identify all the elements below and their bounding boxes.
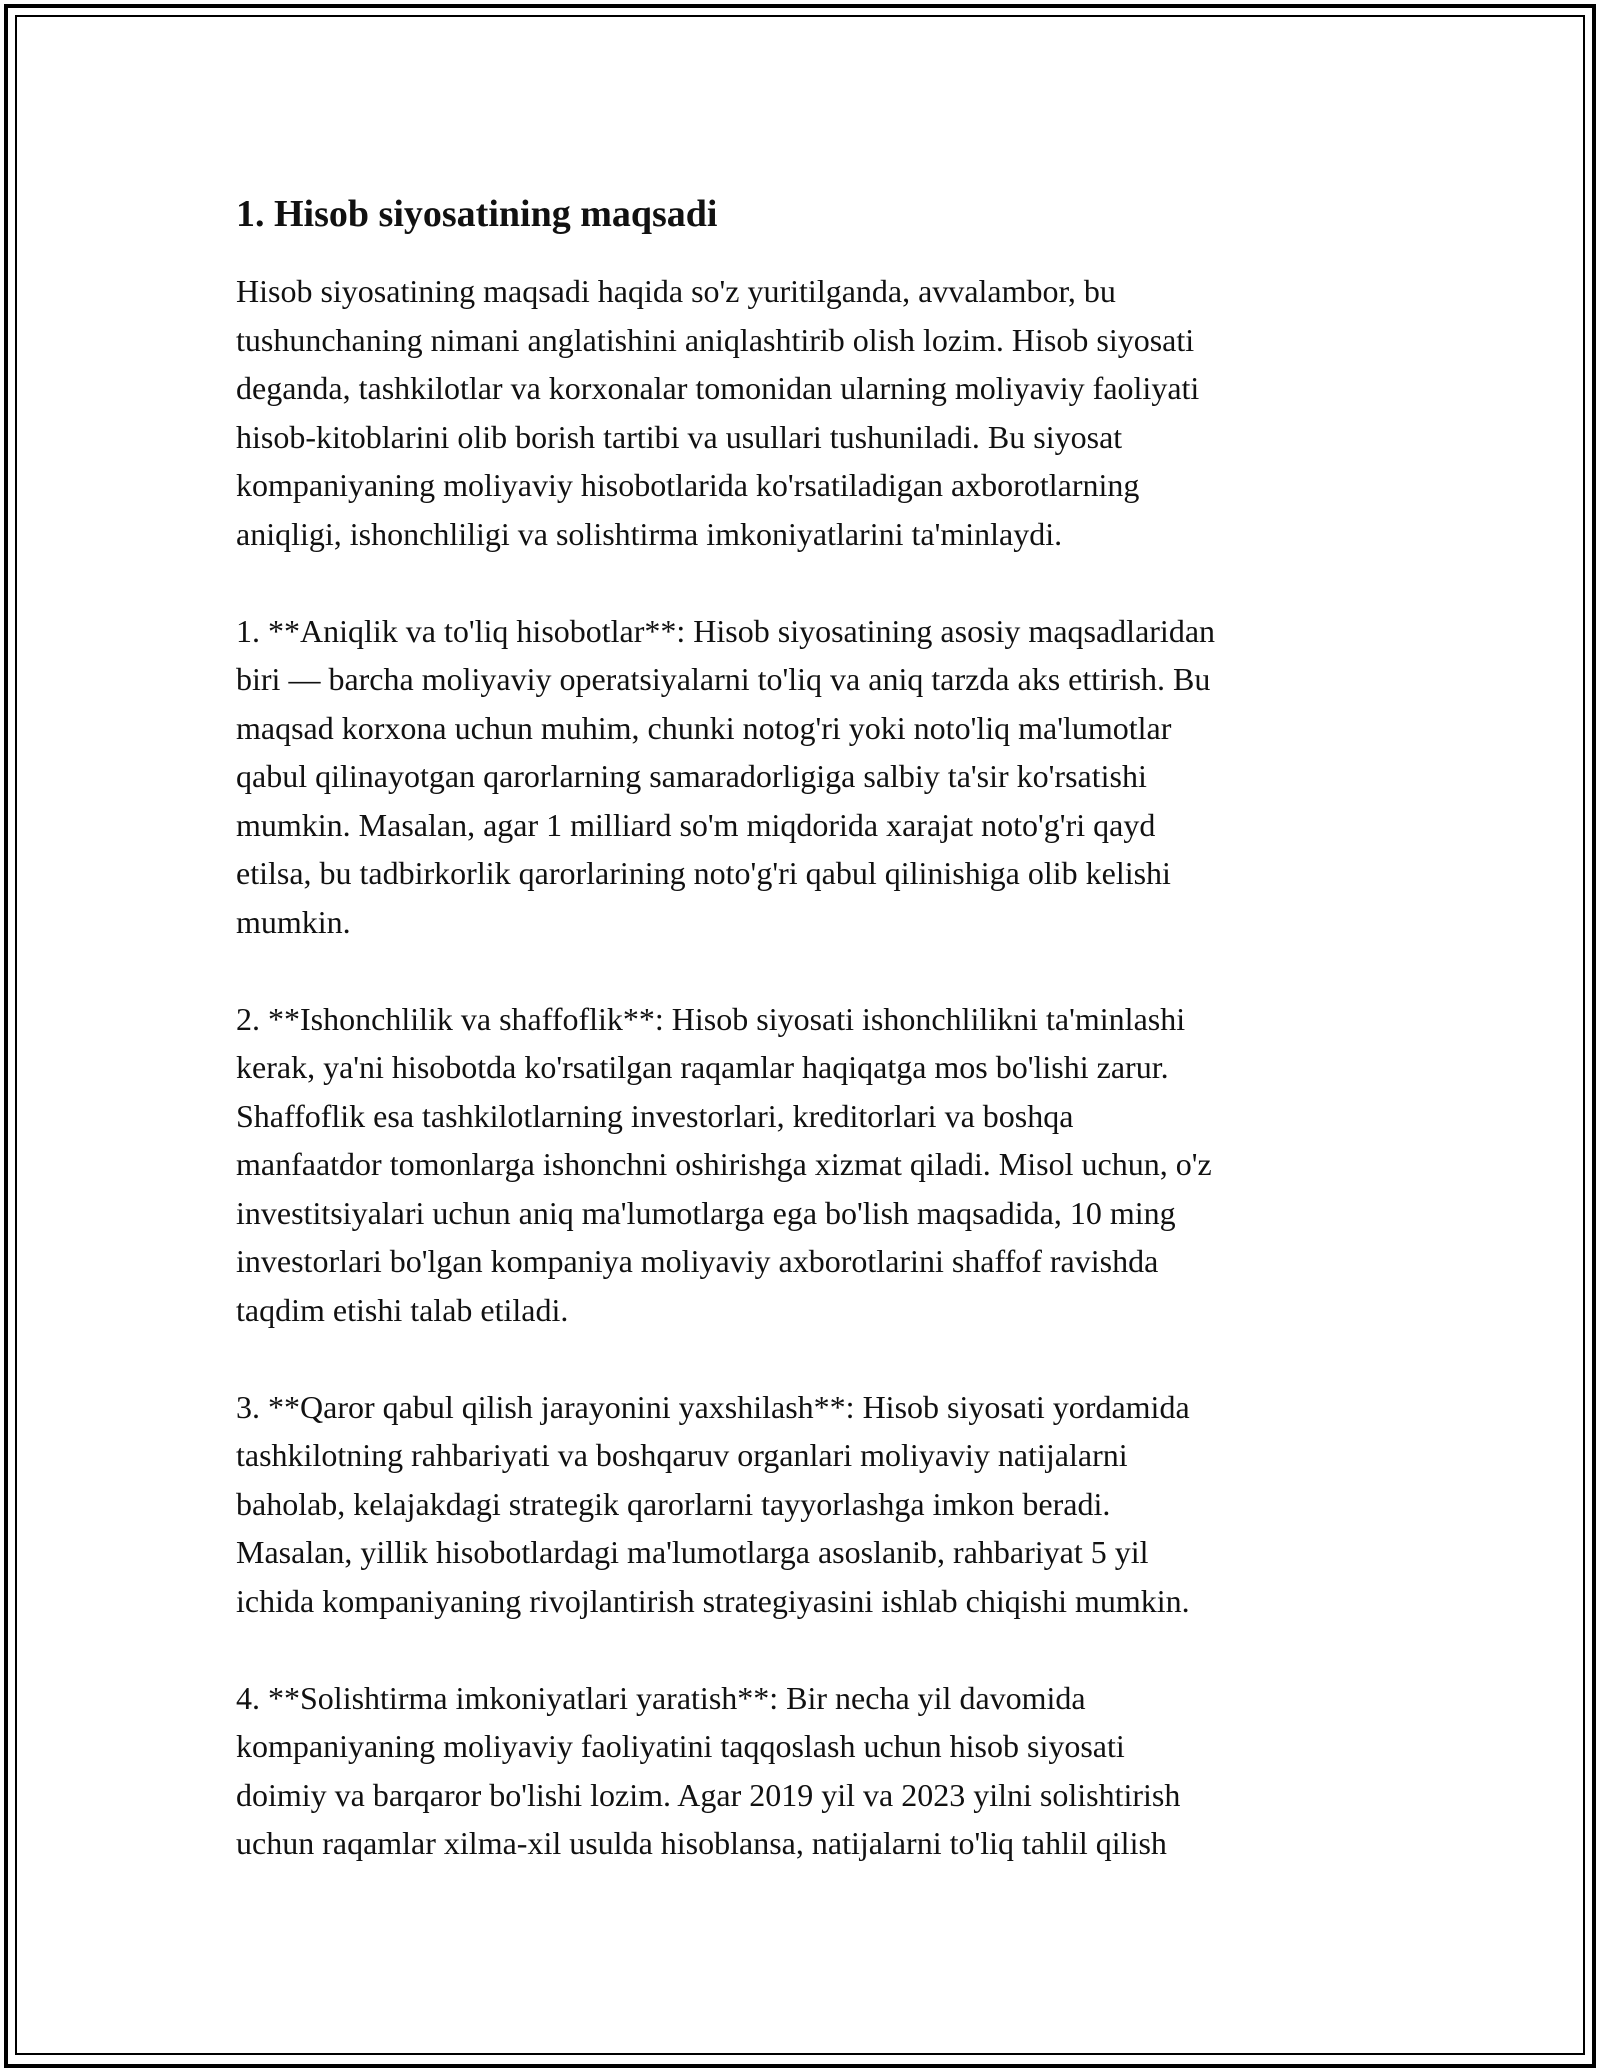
list-item-comparability: 4. **Solishtirma imkoniyatlari yaratish**: Bir necha yil davomida kompaniyaning moliyaviy faoliyatini taqqoslash uchun hisob siyosati doimiy va barqaror bo'lishi lozim. Agar 2019 yil va 2023 yilni solishtirish uchun raqamlar xilma-xil usulda hisoblansa, natijalarni to'liq tahlil qilish [236,1679,1181,1861]
list-item-reliability: 2. **Ishonchlilik va shaffoflik**: Hisob siyosati ishonchlilikni ta'minlashi kerak, ya'ni hisobotda ko'rsatilgan raqamlar haqiqatga mos bo'lishi zarur. Shaffoflik esa tashkilotlarning investorlari, kreditorlari va boshqa manfaatdor tomonlarga ishonchni oshirishga xizmat qiladi. Misol uchun, o'z investitsiyalari uchun aniq ma'lumotlarga ega bo'lish maqsadida, 10 ming investorlari bo'lgan kompaniya moliyaviy axborotlarini shaffof ravishda taqdim etishi talab etiladi. [236,1000,1212,1328]
list-item-accuracy: 1. **Aniqlik va to'liq hisobotlar**: Hisob siyosatining asosiy maqsadlaridan biri — barcha moliyaviy operatsiyalarni to'liq va aniq tarzda aks ettirish. Bu maqsad korxona uchun muhim, chunki notog'ri yoki noto'liq ma'lumotlar qabul qilinayotgan qarorlarning samaradorligiga salbiy ta'sir ko'rsatishi mumkin. Masalan, agar 1 milliard so'm miqdorida xarajat noto'g'ri qayd etilsa, bu tadbirkorlik qarorlarining noto'g'ri qabul qilinishiga olib kelishi mumkin. [236,612,1216,940]
section-heading: 1. Hisob siyosatining maqsadi [236,193,718,235]
list-item-decision-making: 3. **Qaror qabul qilish jarayonini yaxshilash**: Hisob siyosati yordamida tashkilotning rahbariyati va boshqaruv organlari moliyaviy natijalarni baholab, kelajakdagi strategik qarorlarni tayyorlashga imkon beradi. Masalan, yillik hisobotlardagi ma'lumotlarga asoslanib, rahbariyat 5 yil ichida kompaniyaning rivojlantirish strategiyasini ishlab chiqishi mumkin. [236,1388,1190,1619]
document-body [236,185,1376,1916]
intro-paragraph: Hisob siyosatining maqsadi haqida so'z yuritilganda, avvalambor, bu tushunchaning nimani anglatishini aniqlashtirib olish lozim. Hisob siyosati deganda, tashkilotlar va korxonalar tomonidan ularning moliyaviy faoliyati hisob-kitoblarini olib borish tartibi va usullari tushuniladi. Bu siyosat kompaniyaning moliyaviy hisobotlarida ko'rsatiladigan axborotlarning aniqligi, ishonchliligi va solishtirma imkoniyatlarini ta'minlaydi. [236,273,1200,552]
